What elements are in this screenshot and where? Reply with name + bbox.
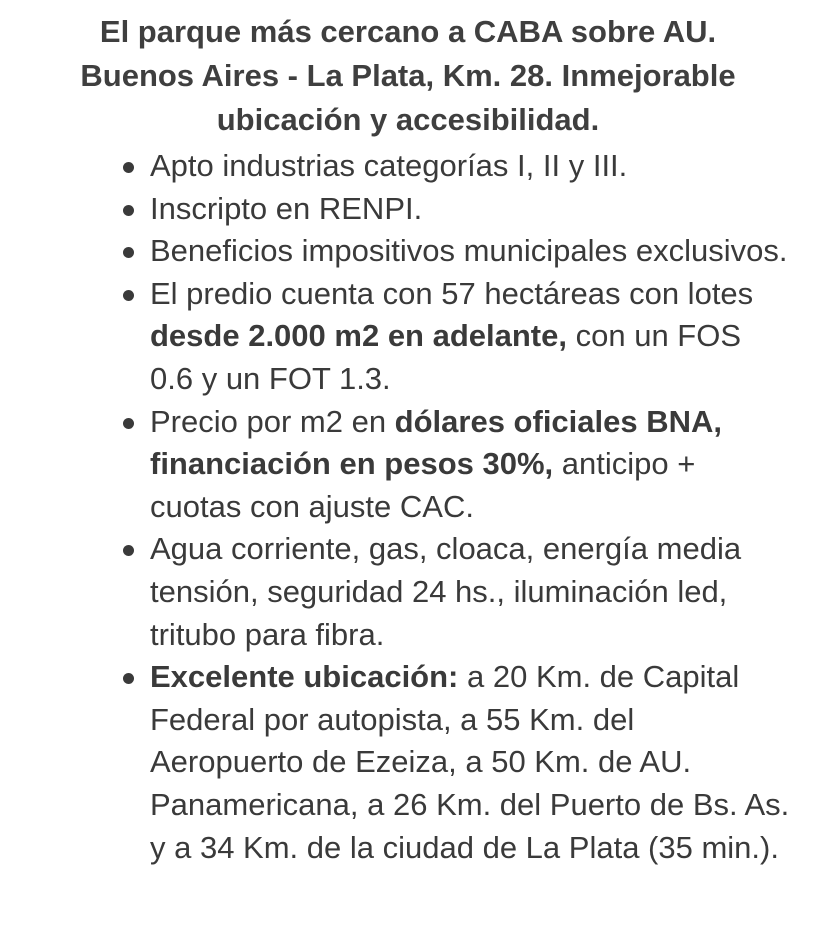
list-item-text: El predio cuenta con 57 hectáreas con lotes bbox=[150, 275, 754, 311]
list-item-text: a 20 Km. de Capital Federal por autopista, a 55 Km. del Aeropuerto de Ezeiza, a 50 Km. de AU. Panamericana, a 26 Km. del Puerto de Bs. As. y a 34 Km. de la ciudad de La Plata (35 min.). bbox=[150, 659, 790, 865]
list-item-text: Beneficios impositivos municipales exclusivos. bbox=[150, 233, 788, 269]
bullet-icon bbox=[123, 545, 134, 556]
list-item-text: Inscripto en RENPI. bbox=[150, 190, 423, 226]
list-item bbox=[150, 656, 792, 869]
list-item bbox=[150, 188, 792, 231]
bullet-icon bbox=[123, 418, 134, 429]
list-item-text: Precio por m2 en bbox=[150, 403, 395, 439]
list-item bbox=[150, 145, 792, 188]
list-item-bold-text: desde 2.000 m2 en adelante, bbox=[150, 318, 567, 354]
bullet-icon bbox=[123, 205, 134, 216]
headline bbox=[24, 10, 792, 142]
list-item-text: Apto industrias categorías I, II y III. bbox=[150, 148, 628, 183]
bullet-icon bbox=[123, 290, 134, 301]
list-item bbox=[150, 230, 792, 273]
headline-line-2: Buenos Aires - La Plata, Km. 28. Inmejorable bbox=[80, 58, 736, 93]
bullet-icon bbox=[123, 247, 134, 258]
list-item-text: Agua corriente, gas, cloaca, energía media tensión, seguridad 24 hs., iluminación led, tritubo para fibra. bbox=[150, 531, 742, 652]
list-item-bold-text: dólares oficiales BNA, financiación en pesos 30%, bbox=[150, 403, 723, 482]
bullet-icon bbox=[123, 162, 134, 173]
list-item-bold-text: Excelente ubicación: bbox=[150, 659, 459, 695]
bullet-icon bbox=[123, 673, 134, 684]
list-item bbox=[150, 273, 792, 401]
list-item-text: con un FOS 0.6 y un FOT 1.3. bbox=[150, 318, 742, 396]
headline-line-1: El parque más cercano a CABA sobre AU. bbox=[99, 14, 717, 49]
headline-line-3: ubicación y accesibilidad. bbox=[216, 102, 600, 137]
list-item bbox=[150, 401, 792, 529]
list-item-text: anticipo + cuotas con ajuste CAC. bbox=[150, 446, 696, 524]
features-list bbox=[24, 145, 792, 869]
list-item bbox=[150, 528, 792, 656]
